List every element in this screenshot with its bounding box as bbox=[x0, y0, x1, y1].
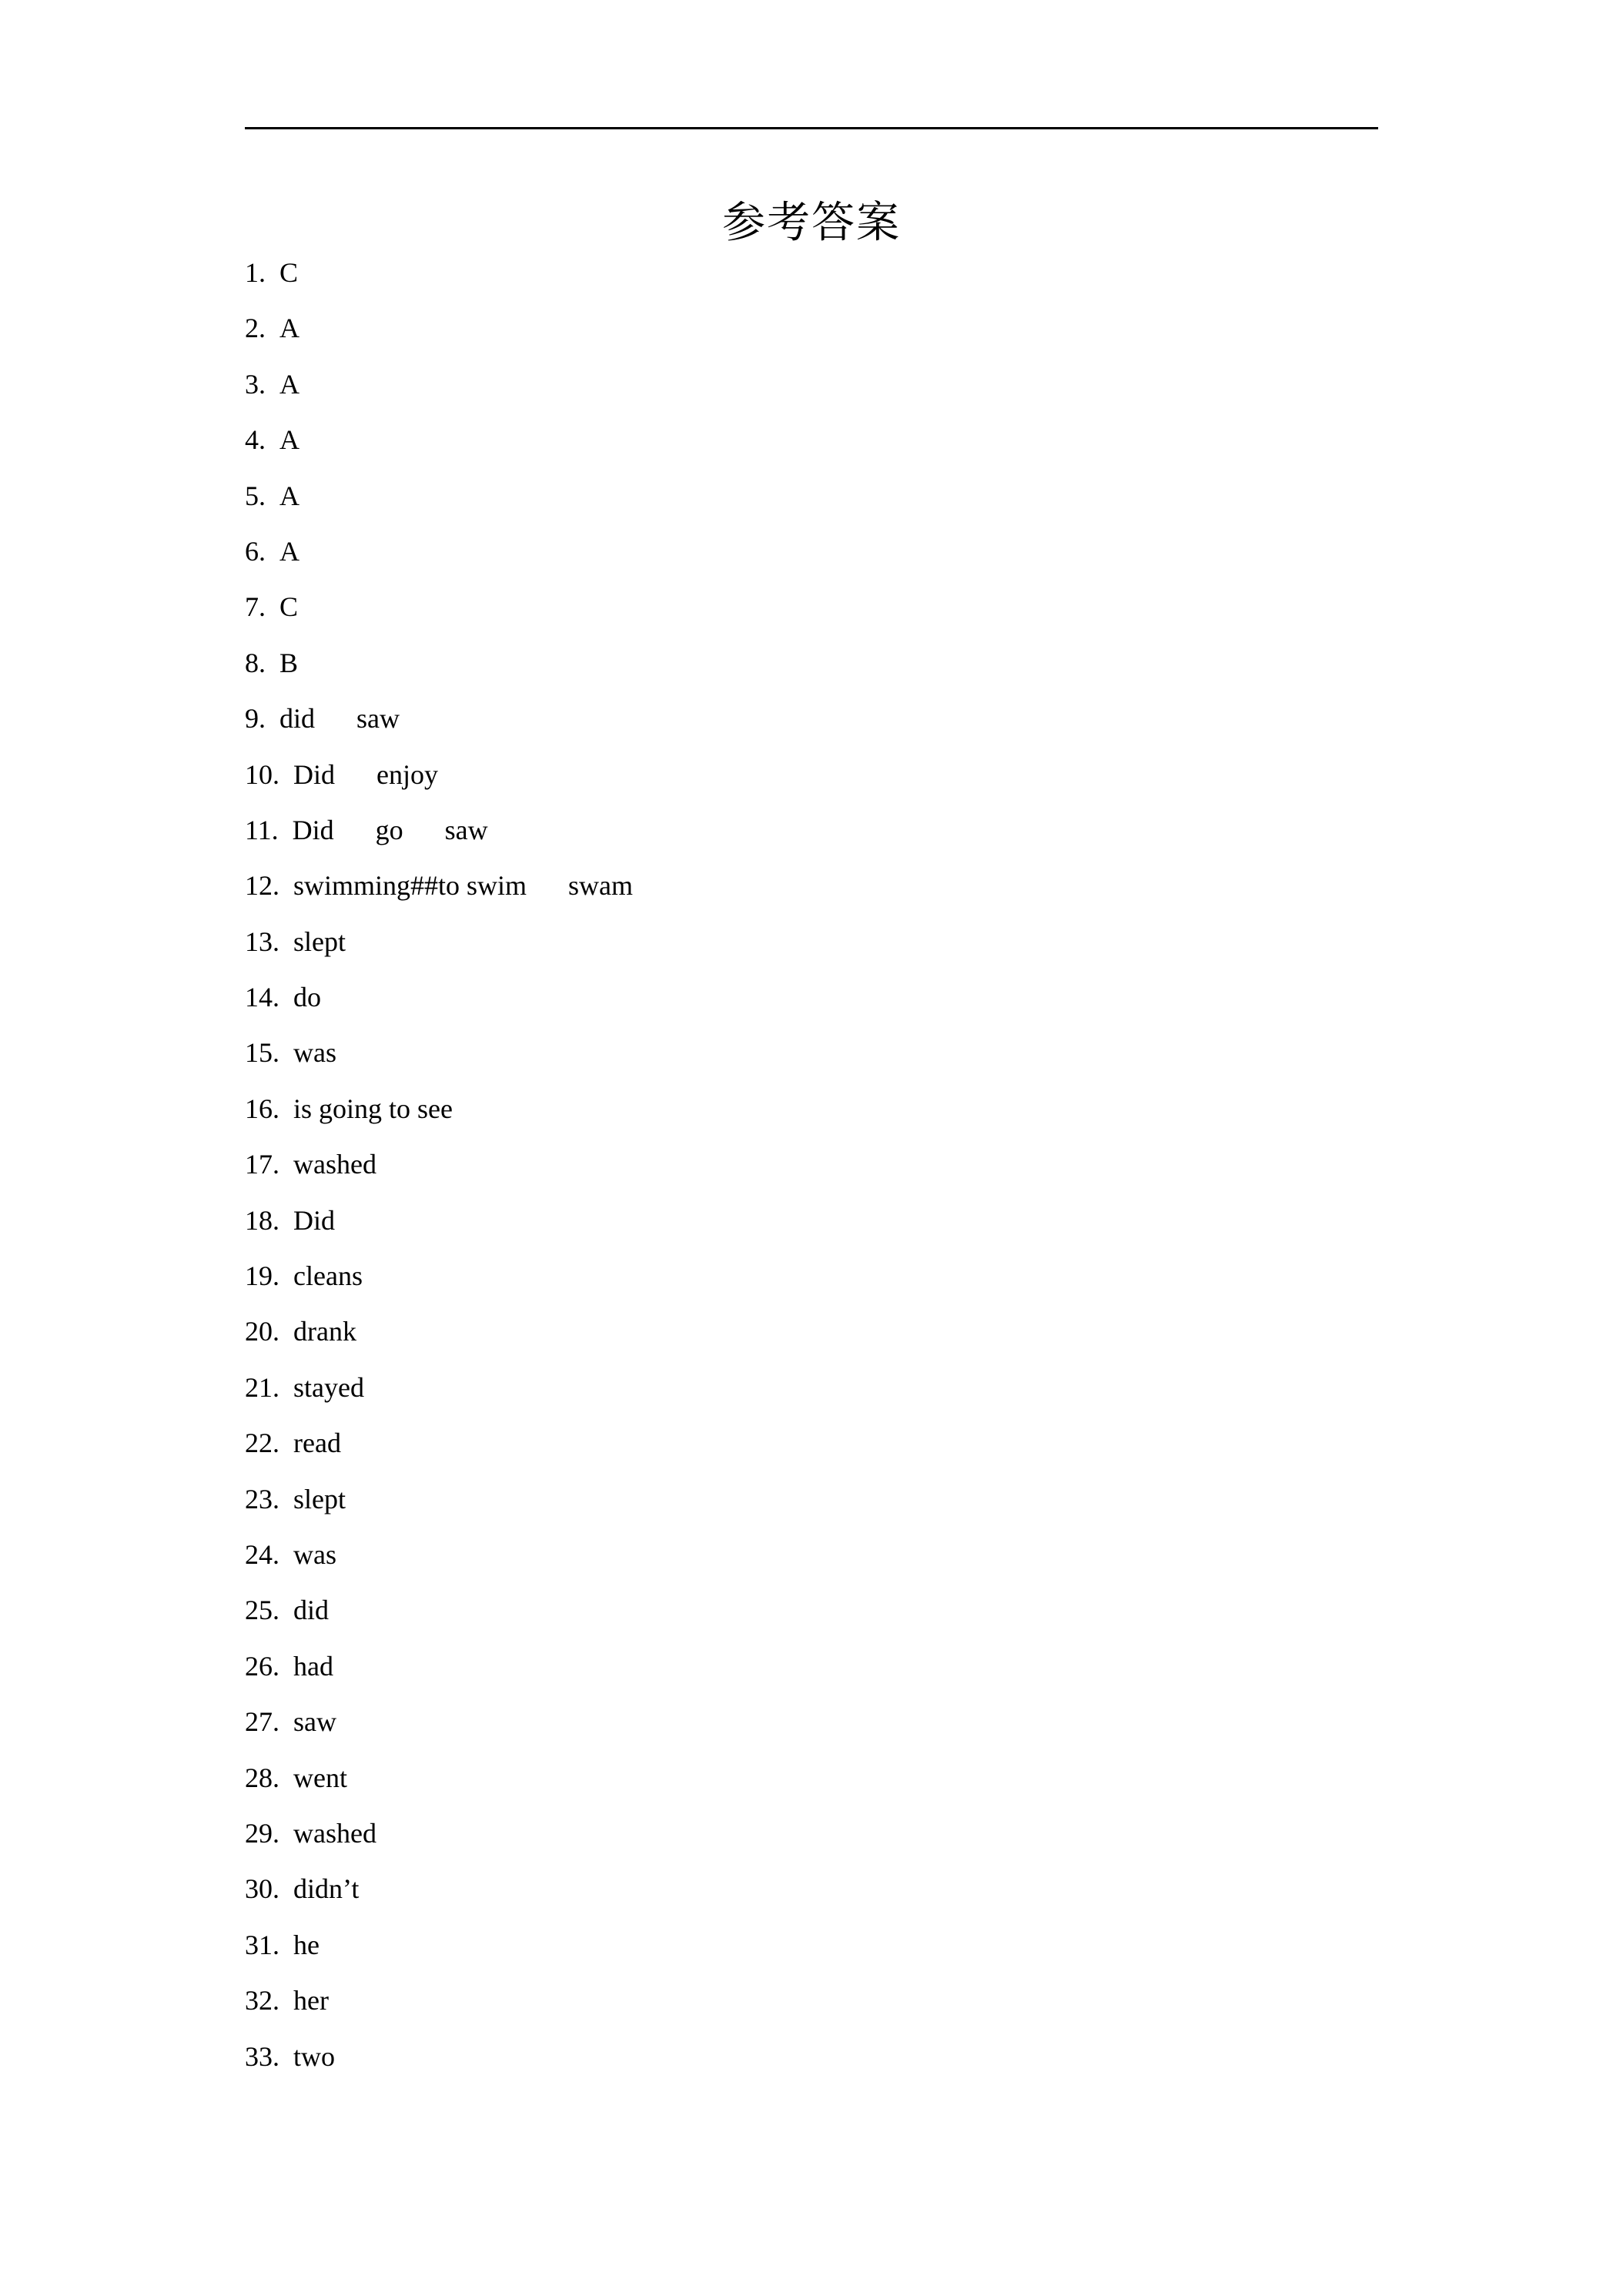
answer-text: read bbox=[293, 1427, 341, 1459]
answer-item bbox=[245, 1146, 633, 1201]
answer-number: 6. bbox=[245, 535, 266, 567]
answer-text: saw bbox=[356, 703, 400, 735]
answer-number: 14. bbox=[245, 982, 279, 1013]
answer-text: saw bbox=[444, 814, 488, 845]
answer-number: 18. bbox=[245, 1204, 279, 1236]
answer-text: C bbox=[279, 257, 299, 288]
answer-item bbox=[245, 1815, 633, 1870]
answer-text: swimming##to swim bbox=[293, 870, 527, 902]
answer-number: 20. bbox=[245, 1316, 279, 1347]
answer-number: 33. bbox=[245, 2040, 279, 2072]
answer-number: 4. bbox=[245, 424, 266, 456]
answer-item bbox=[245, 644, 633, 700]
answer-text: slept bbox=[293, 1483, 346, 1514]
answer-item bbox=[245, 1090, 633, 1146]
answer-number: 25. bbox=[245, 1595, 279, 1626]
answer-number: 26. bbox=[245, 1650, 279, 1682]
answer-item bbox=[245, 1481, 633, 1536]
answer-number: 1. bbox=[245, 257, 266, 288]
answer-text: is going to see bbox=[293, 1093, 453, 1124]
answer-text: did bbox=[279, 703, 316, 735]
answer-text: A bbox=[279, 313, 300, 344]
answer-number: 8. bbox=[245, 647, 266, 678]
answer-text: washed bbox=[293, 1149, 376, 1180]
answer-item bbox=[245, 2038, 633, 2094]
answer-text: Did bbox=[293, 1204, 335, 1236]
answer-text: her bbox=[293, 1985, 329, 2017]
answer-number: 28. bbox=[245, 1762, 279, 1793]
answer-item bbox=[245, 1648, 633, 1703]
answer-text: slept bbox=[293, 925, 346, 957]
answer-text: A bbox=[279, 368, 300, 400]
answer-item bbox=[245, 1034, 633, 1089]
answer-item bbox=[245, 756, 633, 812]
answer-text: did bbox=[293, 1595, 330, 1626]
answer-item bbox=[245, 477, 633, 533]
answer-item bbox=[245, 421, 633, 477]
answer-number: 11. bbox=[245, 814, 279, 845]
answer-number: 2. bbox=[245, 313, 266, 344]
answer-number: 17. bbox=[245, 1149, 279, 1180]
answer-item bbox=[245, 1982, 633, 2037]
answer-number: 22. bbox=[245, 1427, 279, 1459]
answer-text: A bbox=[279, 424, 300, 456]
answer-number: 10. bbox=[245, 758, 279, 790]
answer-text: Did bbox=[293, 758, 335, 790]
answer-item bbox=[245, 923, 633, 979]
answer-number: 30. bbox=[245, 1873, 279, 1905]
answer-number: 21. bbox=[245, 1371, 279, 1403]
answer-text: Did bbox=[292, 814, 334, 845]
answer-number: 9. bbox=[245, 703, 266, 735]
answer-item bbox=[245, 254, 633, 310]
answer-text: cleans bbox=[293, 1260, 363, 1292]
answer-text: swam bbox=[568, 870, 634, 902]
answer-item bbox=[245, 1424, 633, 1480]
answer-number: 13. bbox=[245, 925, 279, 957]
answer-list bbox=[245, 254, 633, 2094]
answer-item bbox=[245, 1703, 633, 1759]
answer-text: didn’t bbox=[293, 1873, 360, 1905]
answer-item bbox=[245, 1369, 633, 1424]
header-rule bbox=[245, 127, 1378, 129]
answer-text: B bbox=[279, 647, 299, 678]
answer-text: washed bbox=[293, 1817, 376, 1849]
answer-number: 12. bbox=[245, 870, 279, 902]
answer-item bbox=[245, 700, 633, 755]
answer-item bbox=[245, 533, 633, 588]
answer-text: saw bbox=[293, 1706, 336, 1738]
answer-item bbox=[245, 1870, 633, 1926]
answer-number: 31. bbox=[245, 1929, 279, 1960]
answer-number: 32. bbox=[245, 1985, 279, 2017]
answer-number: 23. bbox=[245, 1483, 279, 1514]
answer-item bbox=[245, 812, 633, 867]
answer-number: 19. bbox=[245, 1260, 279, 1292]
answer-text: enjoy bbox=[376, 758, 438, 790]
answer-item bbox=[245, 1257, 633, 1313]
answer-item bbox=[245, 1536, 633, 1591]
answer-number: 5. bbox=[245, 480, 266, 511]
answer-number: 16. bbox=[245, 1093, 279, 1124]
answer-item bbox=[245, 1202, 633, 1257]
answer-item bbox=[245, 867, 633, 922]
answer-text: go bbox=[375, 814, 403, 845]
answer-text: was bbox=[293, 1037, 336, 1069]
answer-item bbox=[245, 588, 633, 644]
answer-item bbox=[245, 1759, 633, 1815]
page-title: 参考答案 bbox=[722, 198, 901, 248]
answer-text: A bbox=[279, 480, 300, 511]
answer-item bbox=[245, 979, 633, 1034]
answer-number: 15. bbox=[245, 1037, 279, 1069]
answer-item bbox=[245, 310, 633, 365]
answer-text: A bbox=[279, 535, 300, 567]
answer-item bbox=[245, 1313, 633, 1368]
answer-text: he bbox=[293, 1929, 320, 1960]
answer-item bbox=[245, 366, 633, 421]
answer-item bbox=[245, 1591, 633, 1647]
answer-text: drank bbox=[293, 1316, 356, 1347]
answer-text: two bbox=[293, 2040, 335, 2072]
answer-text: had bbox=[293, 1650, 333, 1682]
answer-item bbox=[245, 1926, 633, 1982]
answer-text: went bbox=[293, 1762, 347, 1793]
answer-number: 24. bbox=[245, 1538, 279, 1570]
answer-text: stayed bbox=[293, 1371, 364, 1403]
answer-number: 27. bbox=[245, 1706, 279, 1738]
answer-text: do bbox=[293, 982, 321, 1013]
answer-number: 3. bbox=[245, 368, 266, 400]
answer-number: 29. bbox=[245, 1817, 279, 1849]
answer-text: was bbox=[293, 1538, 336, 1570]
answer-number: 7. bbox=[245, 591, 266, 623]
answer-text: C bbox=[279, 591, 299, 623]
